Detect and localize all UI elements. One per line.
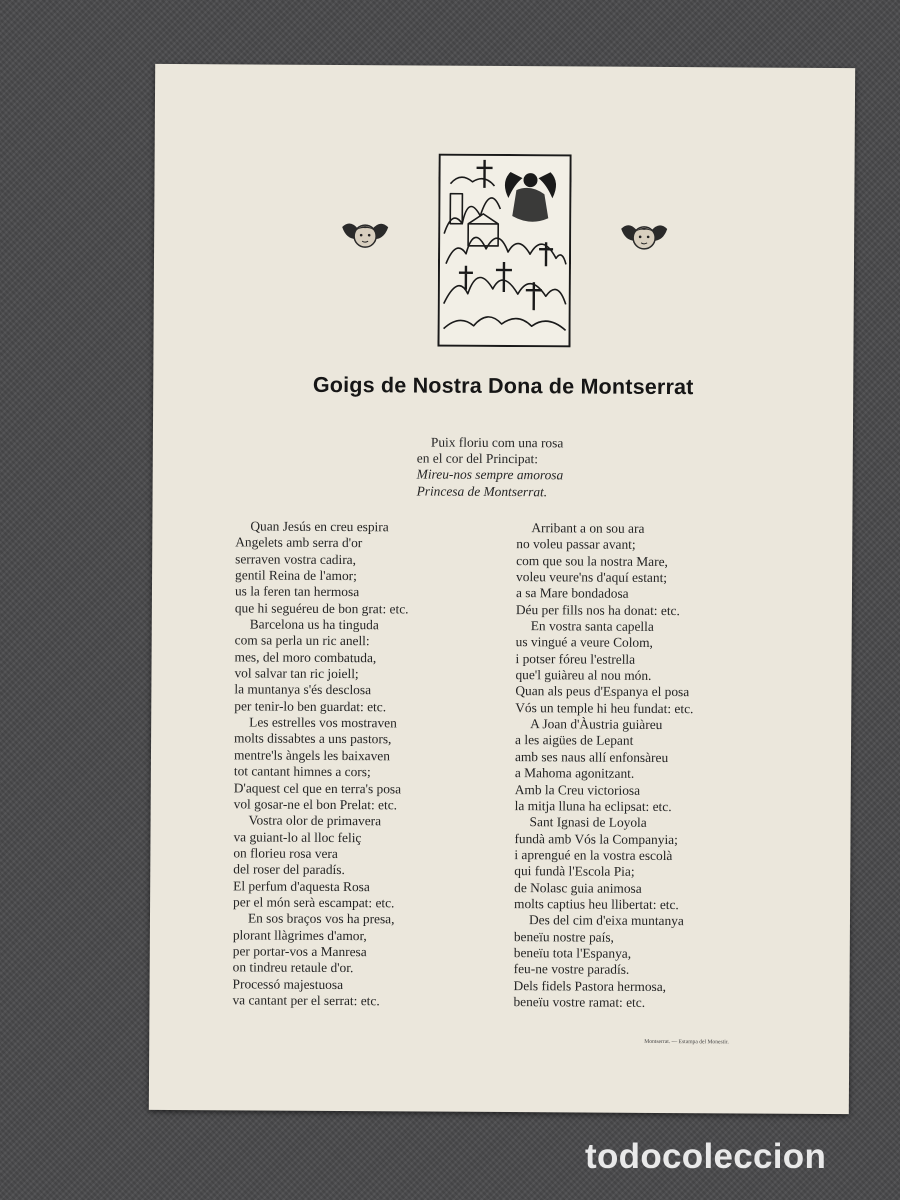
verse-line: serraven vostra cadira, bbox=[235, 551, 357, 567]
verse-line: fundà amb Vós la Companyia; bbox=[514, 830, 678, 847]
verse-line: beneïu tota l'Espanya, bbox=[513, 945, 632, 961]
verse-line: Dels fidels Pastora hermosa, bbox=[513, 977, 667, 994]
verse-line: amb ses naus allí enfonsàreu bbox=[514, 748, 669, 765]
verse-line: on florieu rosa vera bbox=[233, 845, 338, 861]
verse-line: Déu per fills nos ha donat: etc. bbox=[515, 601, 680, 618]
verse-line: Sant Ignasi de Loyola bbox=[529, 814, 647, 831]
verse-line: Les estrelles vos mostraven bbox=[249, 714, 397, 731]
verse-line: A Joan d'Àustria guiàreu bbox=[530, 716, 663, 733]
verse-line: Arribant a on sou ara bbox=[531, 520, 645, 536]
verse-line: de Nolasc guia animosa bbox=[514, 879, 642, 896]
verse-line: mentre'ls àngels les baixaven bbox=[233, 747, 391, 764]
verse-line: voleu veure'ns d'aquí estant; bbox=[516, 569, 668, 586]
document-title: Goigs de Nostra Dona de Montserrat bbox=[312, 372, 694, 400]
verse-line: El perfum d'aquesta Rosa bbox=[233, 877, 370, 894]
refrain-line: Mireu-nos sempre amorosa bbox=[416, 466, 564, 483]
verse-line: i aprengué en la vostra escolà bbox=[514, 846, 673, 863]
verse-line: Vós un temple hi heu fundat: etc. bbox=[515, 699, 694, 716]
verse-column-right bbox=[513, 520, 786, 1012]
verse-line: us la feren tan hermosa bbox=[234, 583, 360, 600]
verse-line: per portar-vos a Manresa bbox=[232, 943, 367, 960]
verse-line: va cantant per el serrat: etc. bbox=[232, 992, 380, 1009]
verse-line: a les aigües de Lepant bbox=[515, 732, 634, 749]
cherub-head-icon bbox=[619, 217, 669, 257]
verse-line: la muntanya s'és desclosa bbox=[234, 681, 372, 698]
verse-line: va guiant-lo al lloc feliç bbox=[233, 828, 362, 845]
verse-line: En sos braços vos ha presa, bbox=[247, 910, 395, 927]
verse-line: que'l guiàreu al nou món. bbox=[515, 667, 652, 684]
verse-line: no voleu passar avant; bbox=[516, 536, 636, 553]
verse-column-left bbox=[232, 518, 495, 1010]
verse-line: molts captius heu llibertat: etc. bbox=[514, 895, 679, 912]
verse-line: per tenir-lo ben guardat: etc. bbox=[234, 698, 387, 715]
refrain bbox=[417, 434, 564, 500]
watermark: todocoleccion bbox=[585, 1137, 827, 1176]
refrain-line: Princesa de Montserrat. bbox=[416, 483, 548, 499]
verse-line: Quan Jesús en creu espira bbox=[250, 518, 389, 535]
verse-line: i potser fóreu l'estrella bbox=[515, 650, 636, 667]
verse-line: a Mahoma agonitzant. bbox=[514, 765, 635, 781]
verse-line: del roser del paradís. bbox=[233, 861, 345, 878]
verse-line: plorant llàgrimes d'amor, bbox=[232, 926, 367, 943]
verse-line: Amb la Creu victoriosa bbox=[514, 781, 641, 798]
verse-line: Angelets amb serra d'or bbox=[235, 534, 363, 551]
cherub-head-icon bbox=[340, 215, 390, 255]
verse-line: Processó majestuosa bbox=[232, 975, 344, 992]
verse-line: qui fundà l'Escola Pia; bbox=[514, 863, 635, 880]
verse-line: tot cantant himnes a cors; bbox=[233, 763, 371, 780]
verse-line: Vostra olor de primavera bbox=[248, 812, 382, 829]
verse-line: gentil Reina de l'amor; bbox=[235, 567, 357, 584]
verse-line: us vingué a veure Colom, bbox=[515, 634, 653, 651]
document-sheet bbox=[149, 64, 855, 1114]
printer-note: Montserrat. — Estampa del Monestir. bbox=[644, 1038, 729, 1046]
verse-line: que hi seguéreu de bon grat: etc. bbox=[234, 600, 409, 617]
refrain-line: en el cor del Principat: bbox=[416, 450, 539, 467]
refrain-line: Puix floriu com una rosa bbox=[430, 434, 564, 451]
verse-line: beneïu nostre país, bbox=[513, 928, 614, 945]
verse-line: feu-ne vostre paradís. bbox=[513, 961, 630, 978]
verse-line: a sa Mare bondadosa bbox=[515, 585, 629, 602]
verse-line: beneïu vostre ramat: etc. bbox=[513, 994, 646, 1010]
verse-line: la mitja lluna ha eclipsat: etc. bbox=[514, 797, 672, 814]
verse-line: vol salvar tan ric joiell; bbox=[234, 665, 359, 682]
verse-line: mes, del moro combatuda, bbox=[234, 649, 377, 665]
verse-line: D'aquest cel que en terra's posa bbox=[233, 779, 402, 796]
verse-line: com que sou la nostra Mare, bbox=[516, 552, 668, 569]
verse-line: on tindreu retaule d'or. bbox=[232, 959, 354, 976]
verse-line: Barcelona us ha tinguda bbox=[249, 616, 379, 633]
verse-line: En vostra santa capella bbox=[530, 618, 654, 634]
verse-line: vol gosar-ne el bon Prelat: etc. bbox=[233, 796, 398, 813]
verse-line: Quan als peus d'Espanya el posa bbox=[515, 683, 690, 700]
verse-line: molts dissabtes a uns pastors, bbox=[234, 730, 392, 747]
verse-line: com sa perla un ric anell: bbox=[234, 632, 370, 649]
verse-line: Des del cim d'eixa muntanya bbox=[528, 912, 684, 929]
montserrat-engraving-icon bbox=[437, 154, 571, 348]
verse-line: per el món serà escampat: etc. bbox=[233, 894, 395, 911]
